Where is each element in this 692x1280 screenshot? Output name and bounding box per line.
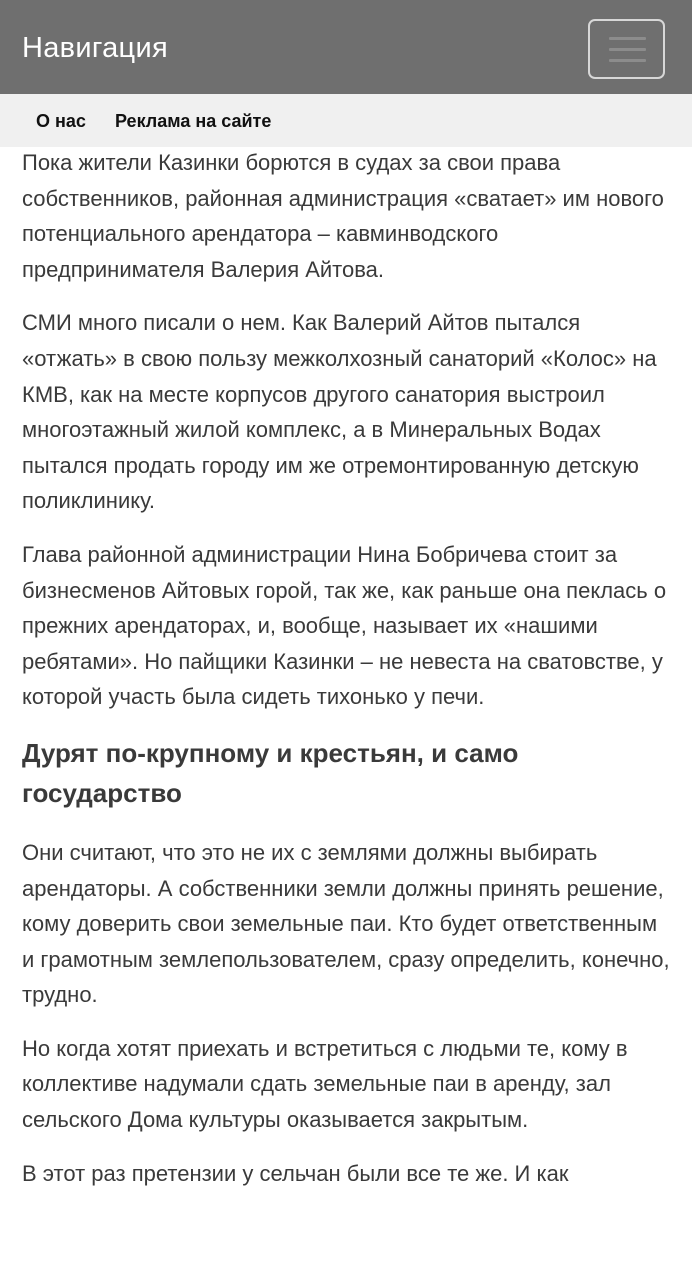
hamburger-menu-icon (609, 37, 646, 40)
article-paragraph: Пока жители Казинки борются в судах за свои права собственников, районная администрация «сватает» им нового потенциального арендатора – кавминводского предпринимателя Валерия Айтова. (22, 150, 664, 282)
nav-link-about[interactable]: О нас (36, 111, 86, 131)
article-body (22, 145, 672, 1280)
article-paragraph: Глава районной администрации Нина Бобричева стоит за бизнесменов Айтовых горой, так же, как раньше она пеклась о прежних арендаторах, и, вообще, называет их «нашими ребятами». Но пайщики Казинки – не невеста на сватовстве, у которой участь была сидеть тихонько у печи. (22, 541, 667, 710)
navbar-brand[interactable]: Навигация (22, 32, 168, 64)
nav-link-advertising[interactable]: Реклама на сайте (115, 111, 272, 131)
article-paragraph: СМИ много писали о нем. Как Валерий Айтов пытался «отжать» в свою пользу межколхозный санаторий «Колос» на КМВ, как на месте корпусов другого санатория выстроил многоэтажный жилой комплекс, а в Минеральных Водах пытался продать городу им же отремонтированную детскую поликлинику. (22, 310, 657, 514)
hamburger-menu-icon (609, 59, 646, 62)
hamburger-menu-button[interactable] (588, 19, 665, 79)
top-navbar (0, 0, 692, 94)
article-paragraph: Они считают, что это не их с землями должны выбирать арендаторы. А собственники земли должны принять решение, кому доверить свои земельные паи. Кто будет ответственным и грамотным землепользователем, сразу определить, конечно, трудно. (22, 839, 670, 1008)
article-paragraph: В этот раз претензии у сельчан были все те же. И как (22, 1160, 569, 1186)
hamburger-menu-icon (609, 48, 646, 51)
article-subheading: Дурят по-крупному и крестьян, и само государство (22, 737, 519, 808)
article-paragraph: Но когда хотят приехать и встретиться с людьми те, кому в коллективе надумали сдать земельные паи в аренду, зал сельского Дома культуры оказывается закрытым. (22, 1035, 628, 1133)
secondary-nav (0, 94, 692, 147)
